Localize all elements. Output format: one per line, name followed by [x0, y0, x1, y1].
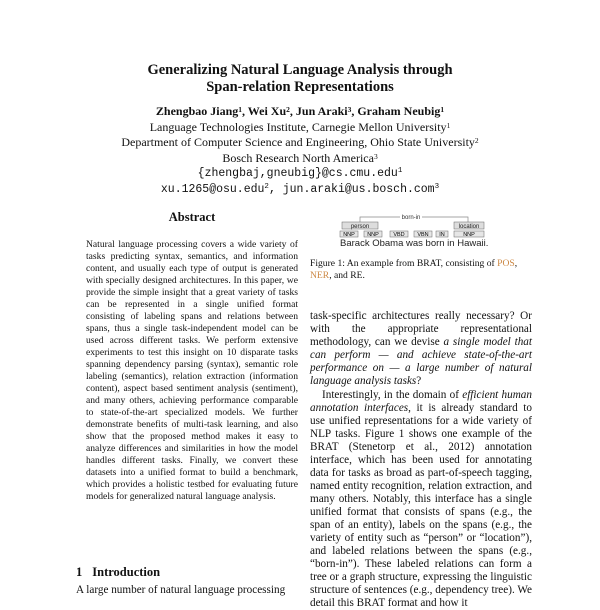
affiliation: Bosch Research North America$^3$ [222, 150, 378, 165]
section-number: 1 [76, 565, 83, 579]
body-text-right [310, 310, 532, 610]
intro-text: A large number of natural language processing [76, 584, 286, 596]
affiliation: Department of Computer Science and Engineering, Ohio State University$^2$ [121, 135, 479, 149]
pos-tag-row [340, 231, 484, 238]
paragraph: Interestingly, in the domain of efficient human annotation interfaces, it is already standard to use unified representations for a wide variety of NLP tasks. Figure 1 shows one example of the BRAT (Stenetorp et al., 2012) annotation interface, which has been used for annotating data for tasks as broad as part-of-speech tagging, named entity recognition, relation extraction, and many others. Notably, this interface has a single unified format that consists of spans (e.g., the span of an entity), labels on the spans (e.g., the variety of entity such as “person” or “location”), and labeled relations between the spans (e.g., “born-in”). These labeled relations can form a tree or a graph structure, expressing the linguistic structure of sentences (e.g., dependency tree). We detail this BRAT format and how it [310, 389, 532, 609]
caption-ner: NER [310, 270, 330, 281]
abstract-heading: Abstract [168, 210, 216, 224]
affiliation: Language Technologies Institute, Carnegie Mellon University$^1$ [149, 119, 451, 134]
pos-tag: VBN [417, 232, 429, 238]
figure-sentence: Barack Obama was born in Hawaii. [340, 238, 489, 249]
entity-label-person: person [350, 223, 370, 230]
title-line-2: Span-relation Representations [206, 79, 394, 95]
author-names: Zhengbao Jiang$^1$, Wei Xu$^2$, Jun Araki$^3$, Graham Neubig$^1$ [155, 104, 445, 118]
author-name: Zhengbao Jiang [155, 104, 239, 118]
section-title: Introduction [92, 565, 161, 579]
pos-tag: NNP [367, 232, 379, 238]
email-line: {zhengbaj,gneubig}@cs.cmu.edu$^1$ [197, 167, 403, 180]
entity-label-location: location [458, 223, 480, 230]
title-line-1: Generalizing Natural Language Analysis through [147, 62, 453, 78]
pos-tag: VBD [393, 232, 405, 238]
relation-label: born-in [401, 215, 421, 221]
paper-title [0, 62, 600, 96]
pos-tag: IN [439, 232, 445, 238]
author-name: Graham Neubig [357, 104, 441, 118]
pos-tag: NNP [343, 232, 355, 238]
caption-pos: POS [497, 258, 515, 269]
abstract-section [86, 210, 298, 503]
figure-1 [336, 213, 506, 249]
author-block [0, 104, 600, 197]
paragraph: task-specific architectures really necessary? Or with the appropriate representational methodology, can we devise a single model that can perform — and achieve state-of-the-art performance on — a large number of natural language analysis tasks? [310, 310, 533, 387]
author-name: Jun Araki [295, 104, 348, 118]
section-heading [76, 565, 160, 580]
brat-annotation-figure [336, 213, 506, 249]
pos-tag: NNP [463, 232, 475, 238]
email-line: xu.1265@osu.edu$^2$, jun.araki@us.bosch.com$^3$ [160, 182, 440, 196]
abstract-text: Natural language processing covers a wide variety of tasks predicting syntax, semantics, and information content, and usually each type of output is generated with specially designed architectures. In this paper, we provide the simple insight that a great variety of tasks can be represented in a single unified format consisting of labeling spans and relations between spans, thus a single task-independent model can be used across different tasks. We perform extensive experiments to test this insight on 10 disparate tasks spanning dependency parsing (syntax), semantic role labeling (semantics), relation extraction (information content), aspect based sentiment analysis (sentiment), and many others, achieving performance comparable to state-of-the-art specialized models. We further demonstrate benefits of multi-task learning, and also show that the proposed method makes it easy to analyze differences and similarities in how the model handles different tasks. Finally, we convert these datasets into a unified format to build a benchmark, which provides a holistic testbed for evaluating future models for generalized natural language analysis. [86, 239, 298, 502]
figure-caption: Figure 1: An example from BRAT, consisting of POS, NER, and RE. [310, 258, 518, 281]
author-name: Wei Xu [247, 104, 287, 118]
